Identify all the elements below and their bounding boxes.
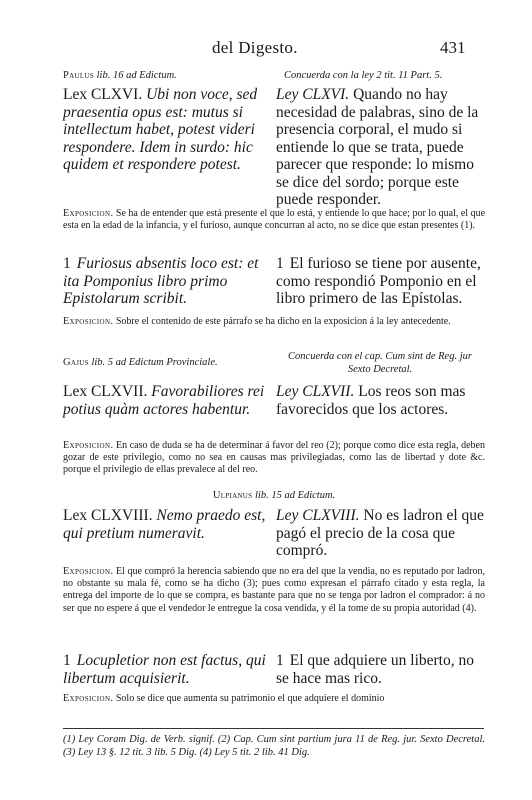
paragraph-text: Locupletior non est factus, qui libertum acquisierit. — [63, 652, 266, 687]
law-heading: Lex CLXVI. — [63, 86, 143, 103]
law-heading: Lex CLXVIII. — [63, 507, 153, 524]
footnote-divider — [63, 728, 484, 729]
law-167-concordance: Concuerda con el cap. Cum sint de Reg. jur Sexto Decretal. — [288, 351, 472, 375]
law-168-spanish — [276, 507, 484, 560]
ley-text: No es ladron el que pagó el precio de la cosa que compró. — [276, 507, 484, 559]
law-167-source — [63, 356, 273, 369]
exposition-label: Exposicion. — [63, 566, 114, 577]
paragraph-text: El que adquiere un liberto, no se hace mas rico. — [276, 652, 474, 687]
law-text: Favorabiliores rei potius quàm actores habentur. — [63, 383, 265, 418]
paragraph-number: 1 — [276, 652, 284, 669]
exposition-label: Exposicion. — [63, 440, 114, 451]
law-168-para-1-latin — [63, 652, 273, 687]
law-text: Nemo praedo est, qui pretium numeravit. — [63, 507, 266, 542]
law-166-concordance: Concuerda con la ley 2 tit. 11 Part. 5. — [284, 70, 443, 81]
exposition-text: El que compró la herencia sabiendo que no era del que la vendia, no es reputado por ladron, no obstante su mala fé, como se ha dicho (3); pues como expresan el párrafo citado y esta regla, la entrega del importe de lo que se compra, es bastante para que no se tenga por ladron el comprador: á no ser que no espere á que el vendedor le entregue la cosa vendida, y él la tome de su propia autoridad (4). — [63, 566, 485, 614]
exposition-label: Exposicion. — [63, 208, 114, 219]
ley-text: Quando no hay necesidad de palabras, sino de la presencia corporal, el mudo si entiende lo que se trata, puede parecer que responde: lo mismo se dice del sordo; porque este puede responder. — [276, 86, 479, 208]
paragraph-text: El furioso se tiene por ausente, como respondió Pomponio en el libro primero de las Epístolas. — [276, 255, 481, 307]
law-166-exposition — [63, 208, 485, 232]
exposition-label: Exposicion. — [63, 316, 114, 327]
exposition-text: Se ha de entender que está presente el que lo está, y entiende lo que hace; por lo qual, el que esta en la edad de la infancia, y el furioso, aunque concurran al acto, no se dice que estan presentes (1). — [63, 208, 486, 232]
law-166-latin — [63, 86, 273, 174]
source-author: Gajus — [63, 357, 89, 368]
page-number: 431 — [440, 38, 466, 57]
law-168-para-1-exposition — [63, 693, 485, 705]
law-166-para-1-exposition — [63, 316, 485, 328]
law-167-spanish — [276, 383, 484, 418]
law-168-source — [63, 489, 485, 502]
ley-heading: Ley CLXVIII. — [276, 507, 360, 524]
source-ref: lib. 16 ad Edictum. — [96, 70, 177, 81]
paragraph-text: Furiosus absentis loco est: et ita Pomponius libro primo Epistolarum scribit. — [63, 255, 259, 307]
running-title: del Digesto. — [212, 38, 298, 57]
law-166-para-1-latin — [63, 255, 273, 308]
source-author: Ulpianus — [212, 490, 253, 501]
ley-text: Los reos son mas favorecidos que los actores. — [276, 383, 466, 418]
source-ref: lib. 15 ad Edictum. — [254, 490, 336, 501]
law-167-latin — [63, 383, 273, 418]
law-168-para-1-spanish — [276, 652, 484, 687]
exposition-text: Sobre el contenido de este párrafo se ha dicho en la exposicion á la ley antecedente. — [115, 316, 451, 327]
law-168-latin — [63, 507, 273, 542]
law-heading: Lex CLXVII. — [63, 383, 148, 400]
law-166-spanish — [276, 86, 484, 209]
exposition-text: En caso de duda se ha de determinar á favor del reo (2); porque como dice esta regla, deben gozar de este privilegio, como no sea en causas mas privilegiadas, como las de libertad y dote &c. porque el privilegio de ellas prevalece al del reo. — [63, 440, 485, 476]
law-text: Ubi non voce, sed praesentia opus est: mutus si intellectum habet, potest videri respondere. Idem in surdo: hic quidem et respondere potest. — [63, 86, 258, 173]
paragraph-number: 1 — [63, 652, 71, 669]
paragraph-number: 1 — [63, 255, 71, 272]
law-166-source — [63, 69, 273, 82]
ley-heading: Ley CLXVII. — [276, 383, 355, 400]
exposition-label: Exposicion. — [63, 693, 114, 704]
footnotes: (1) Ley Coram Dig. de Verb. signif. (2) Cap. Cum sint partium jura 11 de Reg. jur. Sexto Decretal. (3) Ley 13 §. 12 tit. 3 lib. 5 Dig. (4) Ley 5 tit. 2 lib. 41 Dig. — [63, 734, 485, 758]
law-167-exposition — [63, 440, 485, 477]
source-author: Paulus — [63, 70, 94, 81]
source-ref: lib. 5 ad Edictum Provinciale. — [91, 357, 218, 368]
law-168-exposition — [63, 566, 485, 615]
page-header — [0, 38, 532, 62]
ley-heading: Ley CLXVI. — [276, 86, 350, 103]
paragraph-number: 1 — [276, 255, 284, 272]
law-166-para-1-spanish — [276, 255, 484, 308]
exposition-text: Solo se dice que aumenta su patrimonio el que adquiere el dominio — [115, 693, 385, 704]
